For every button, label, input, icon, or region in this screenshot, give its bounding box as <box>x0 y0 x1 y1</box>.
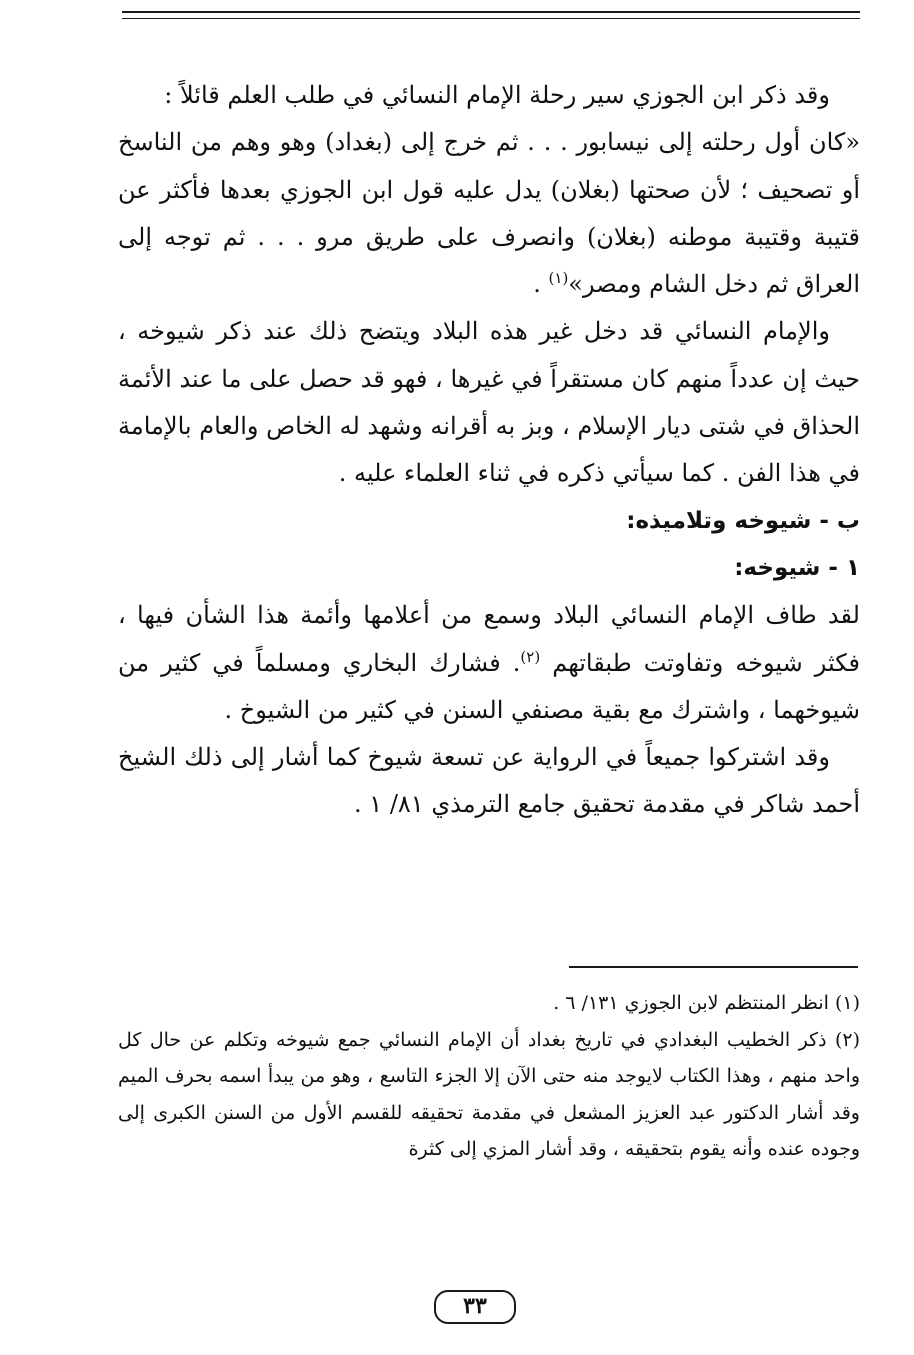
teachers-text-a: لقد طاف الإمام النسائي البلاد وسمع من أعلامها وأئمة هذا الشأن فيها ، فكثر شيوخه وتفاوتت طبقاتهم <box>118 601 860 677</box>
paragraph-intro: وقد ذكر ابن الجوزي سير رحلة الإمام النسائي في طلب العلم قائلاً : <box>164 81 830 109</box>
main-text <box>118 72 860 829</box>
paragraph-quote <box>118 119 860 308</box>
subsection-heading: ١ - شيوخه: <box>734 554 860 581</box>
paragraph-travels: والإمام النسائي قد دخل غير هذه البلاد ويتضح ذلك عند ذكر شيوخه ، حيث إن عدداً منهم كان مستقراً في غيرها ، فهو قد حصل على ما عند الأئمة الحذاق في شتى ديار الإسلام ، وبز به أقرانه وشهد له الخاص والعام بالإمامة في هذا الفن . كما سيأتي ذكره في ثناء العلماء عليه . <box>118 317 860 488</box>
header-rule-thin <box>122 18 860 19</box>
footnote-separator <box>569 966 858 968</box>
footnote-1: (١) انظر المنتظم لابن الجوزي ١٣١/ ٦ . <box>553 992 860 1014</box>
paragraph-shared-teachers: وقد اشتركوا جميعاً في الرواية عن تسعة شيوخ كما أشار إلى ذلك الشيخ أحمد شاكر في مقدمة تحقيق جامع الترمذي ٨١/ ١ . <box>118 743 860 819</box>
footnote-ref-2: (٢) <box>520 647 541 666</box>
header-rule-thick <box>122 11 860 13</box>
page-number: ٣٣ <box>434 1290 516 1324</box>
footnote-ref-1: (١) <box>548 269 569 288</box>
quote-text: «كان أول رحلته إلى نيسابور . . . ثم خرج إلى (بغداد) وهو وهم من الناسخ أو تصحيف ؛ لأن صحتها (بغلان) يدل عليه قول ابن الجوزي بعدها فأكثر عن قتيبة وقتيبة موطنه (بغلان) وانصرف على طريق مرو . . . ثم توجه إلى العراق ثم دخل الشام ومصر» <box>118 128 860 299</box>
teachers-text-b: . فشارك البخاري ومسلماً في كثير من شيوخهما ، واشترك مع بقية مصنفي السنن في كثير من الشيوخ . <box>118 648 860 724</box>
footnotes <box>118 985 860 1168</box>
footnote-2: (٢) ذكر الخطيب البغدادي في تاريخ بغداد أن الإمام النسائي جمع شيوخه وتكلم عن حال كل واحد منهم ، وهذا الكتاب لايوجد منه حتى الآن إلا الجزء التاسع ، وهو من يبدأ اسمه بحرف الميم وقد أشار الدكتور عبد العزيز المشعل في مقدمة تحقيقه للقسم الأول من السنن الكبرى إلى وجوده عنده وأنه يقوم بتحقيقه ، وقد أشار المزي إلى كثرة <box>118 1028 860 1160</box>
section-heading: ب - شيوخه وتلاميذه: <box>626 507 860 534</box>
quote-end: . <box>533 270 549 299</box>
paragraph-teachers <box>118 592 860 734</box>
